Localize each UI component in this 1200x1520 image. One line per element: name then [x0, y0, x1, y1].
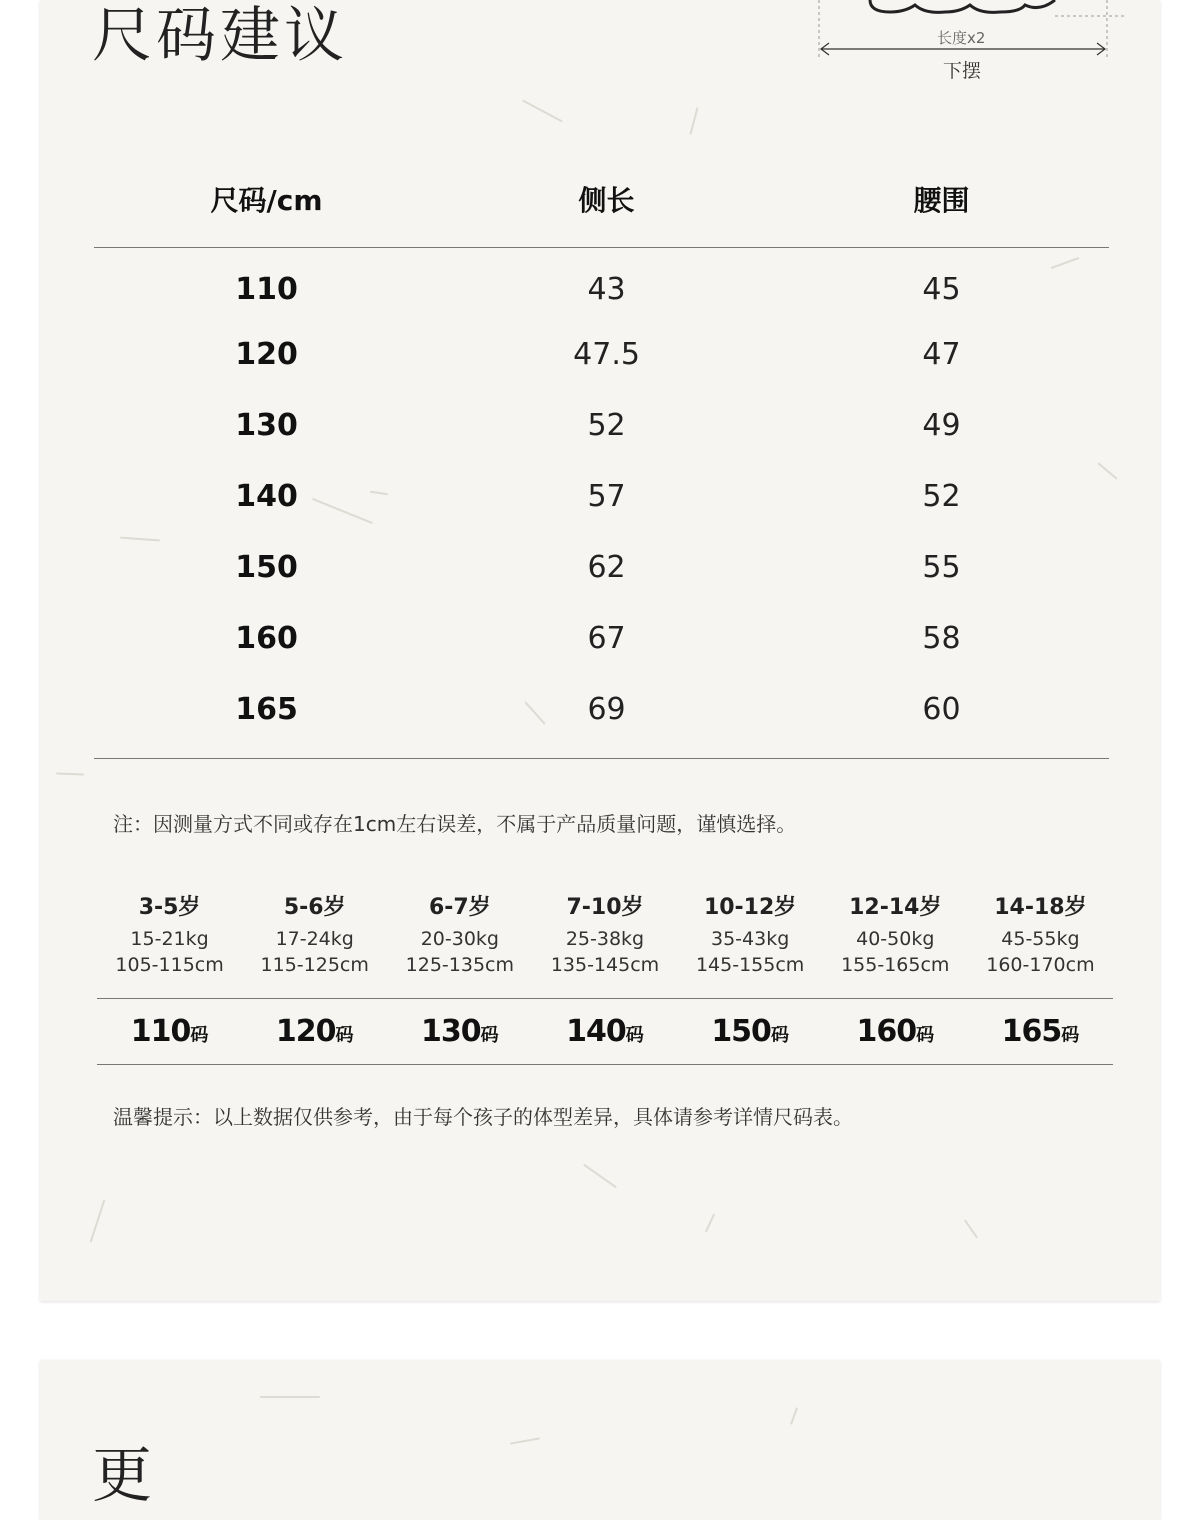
side-length-cell: 67 — [587, 620, 626, 656]
weight-range: 45-55kg — [1001, 928, 1080, 950]
table-row — [94, 390, 1109, 461]
table-row — [94, 674, 1109, 759]
paper-fiber — [790, 1407, 798, 1425]
table-row — [94, 248, 1109, 319]
reference-tip: 温馨提示：以上数据仅供参考，由于每个孩子的体型差异，具体请参考详情尺码表。 — [113, 1105, 853, 1129]
size-number: 120 — [275, 1014, 336, 1049]
weight-range: 17-24kg — [275, 928, 354, 950]
waist-cell: 55 — [922, 549, 961, 585]
side-length-cell: 62 — [587, 549, 626, 585]
size-unit: 码 — [190, 1025, 209, 1046]
side-length-cell: 57 — [587, 478, 626, 514]
waist-cell: 52 — [922, 478, 961, 514]
table-row — [94, 461, 1109, 532]
height-range: 145-155cm — [695, 954, 805, 976]
waist-cell: 47 — [922, 336, 961, 372]
paper-fiber — [260, 1396, 320, 1398]
size-number: 110 — [130, 1014, 191, 1049]
table-row — [94, 532, 1109, 603]
side-length-cell: 52 — [587, 407, 626, 443]
size-code — [242, 1014, 387, 1049]
paper-fiber — [510, 1437, 540, 1444]
age-size-guide — [97, 890, 1113, 1065]
waist-cell: 49 — [922, 407, 961, 443]
size-code — [968, 1014, 1113, 1049]
height-range: 125-135cm — [405, 954, 515, 976]
size-code — [823, 1014, 968, 1049]
weight-range: 20-30kg — [420, 928, 499, 950]
size-number: 140 — [566, 1014, 626, 1049]
waist-cell: 58 — [922, 620, 961, 656]
height-range: 105-115cm — [115, 954, 224, 976]
age-range: 12-14岁 — [849, 895, 942, 920]
age-range: 6-7岁 — [428, 895, 491, 920]
size-cell: 120 — [235, 336, 298, 372]
waist-cell: 45 — [922, 272, 961, 308]
size-unit: 码 — [335, 1025, 354, 1046]
size-number: 130 — [421, 1014, 481, 1049]
size-code — [532, 1014, 677, 1049]
size-unit: 码 — [480, 1025, 499, 1046]
age-column — [97, 890, 242, 978]
weight-range: 40-50kg — [856, 928, 935, 950]
weight-range: 35-43kg — [710, 928, 790, 950]
size-table-header — [94, 150, 1109, 248]
age-column — [242, 890, 387, 978]
size-cell: 150 — [235, 549, 298, 585]
paper-fiber — [583, 1164, 617, 1189]
side-length-cell: 69 — [587, 691, 626, 727]
height-range: 155-165cm — [841, 954, 950, 976]
age-column — [823, 890, 968, 978]
size-cell: 140 — [235, 478, 298, 514]
size-number: 150 — [711, 1014, 771, 1049]
side-length-cell: 43 — [587, 272, 626, 308]
paper-fiber — [964, 1219, 978, 1238]
paper-fiber — [522, 100, 563, 123]
size-cell: 165 — [235, 691, 298, 727]
size-cell: 130 — [235, 407, 298, 443]
paper-fiber — [689, 107, 698, 135]
size-unit: 码 — [770, 1025, 789, 1046]
table-row — [94, 319, 1109, 390]
size-code — [678, 1014, 823, 1049]
size-unit: 码 — [625, 1025, 644, 1046]
size-number: 165 — [1001, 1014, 1062, 1049]
age-range: 7-10岁 — [566, 895, 644, 920]
length-label: 长度x2 — [937, 29, 986, 47]
table-row — [94, 603, 1109, 674]
height-range: 135-145cm — [550, 954, 660, 976]
size-unit: 码 — [916, 1025, 935, 1046]
size-cell: 110 — [235, 272, 298, 308]
age-range: 10-12岁 — [703, 895, 797, 920]
hem-label: 下摆 — [943, 60, 982, 82]
header-side-length: 侧长 — [578, 183, 635, 217]
waist-cell: 60 — [922, 691, 961, 727]
paper-fiber — [90, 1199, 106, 1242]
size-guide-panel — [40, 0, 1160, 1301]
measurement-note: 注：因测量方式不同或存在1cm左右误差，不属于产品质量问题，谨慎选择。 — [113, 812, 797, 836]
weight-range: 15-21kg — [130, 928, 209, 950]
page-title: 尺码建议 — [92, 1, 348, 71]
age-column — [387, 890, 532, 978]
paper-fiber — [56, 773, 84, 776]
height-range: 115-125cm — [260, 954, 369, 976]
age-column — [678, 890, 823, 978]
age-range: 5-6岁 — [283, 895, 346, 920]
size-code — [387, 1014, 532, 1049]
age-info-row — [97, 890, 1113, 978]
recommended-size-row — [97, 998, 1113, 1065]
age-range: 3-5岁 — [138, 895, 201, 920]
age-range: 14-18岁 — [994, 895, 1087, 920]
side-length-cell: 47.5 — [573, 336, 640, 372]
paper-fiber — [705, 1214, 715, 1233]
size-code — [97, 1014, 242, 1049]
size-unit: 码 — [1061, 1025, 1080, 1046]
header-waist: 腰围 — [913, 183, 970, 217]
size-table — [94, 150, 1109, 759]
size-cell: 160 — [235, 620, 298, 656]
next-section-panel — [40, 1360, 1160, 1520]
age-column — [532, 890, 677, 978]
measurement-diagram — [775, 0, 1125, 90]
size-number: 160 — [856, 1014, 917, 1049]
next-section-title: 更 — [92, 1441, 152, 1511]
weight-range: 25-38kg — [565, 928, 645, 950]
header-size: 尺码/cm — [210, 183, 323, 217]
height-range: 160-170cm — [986, 954, 1095, 976]
age-column — [968, 890, 1113, 978]
